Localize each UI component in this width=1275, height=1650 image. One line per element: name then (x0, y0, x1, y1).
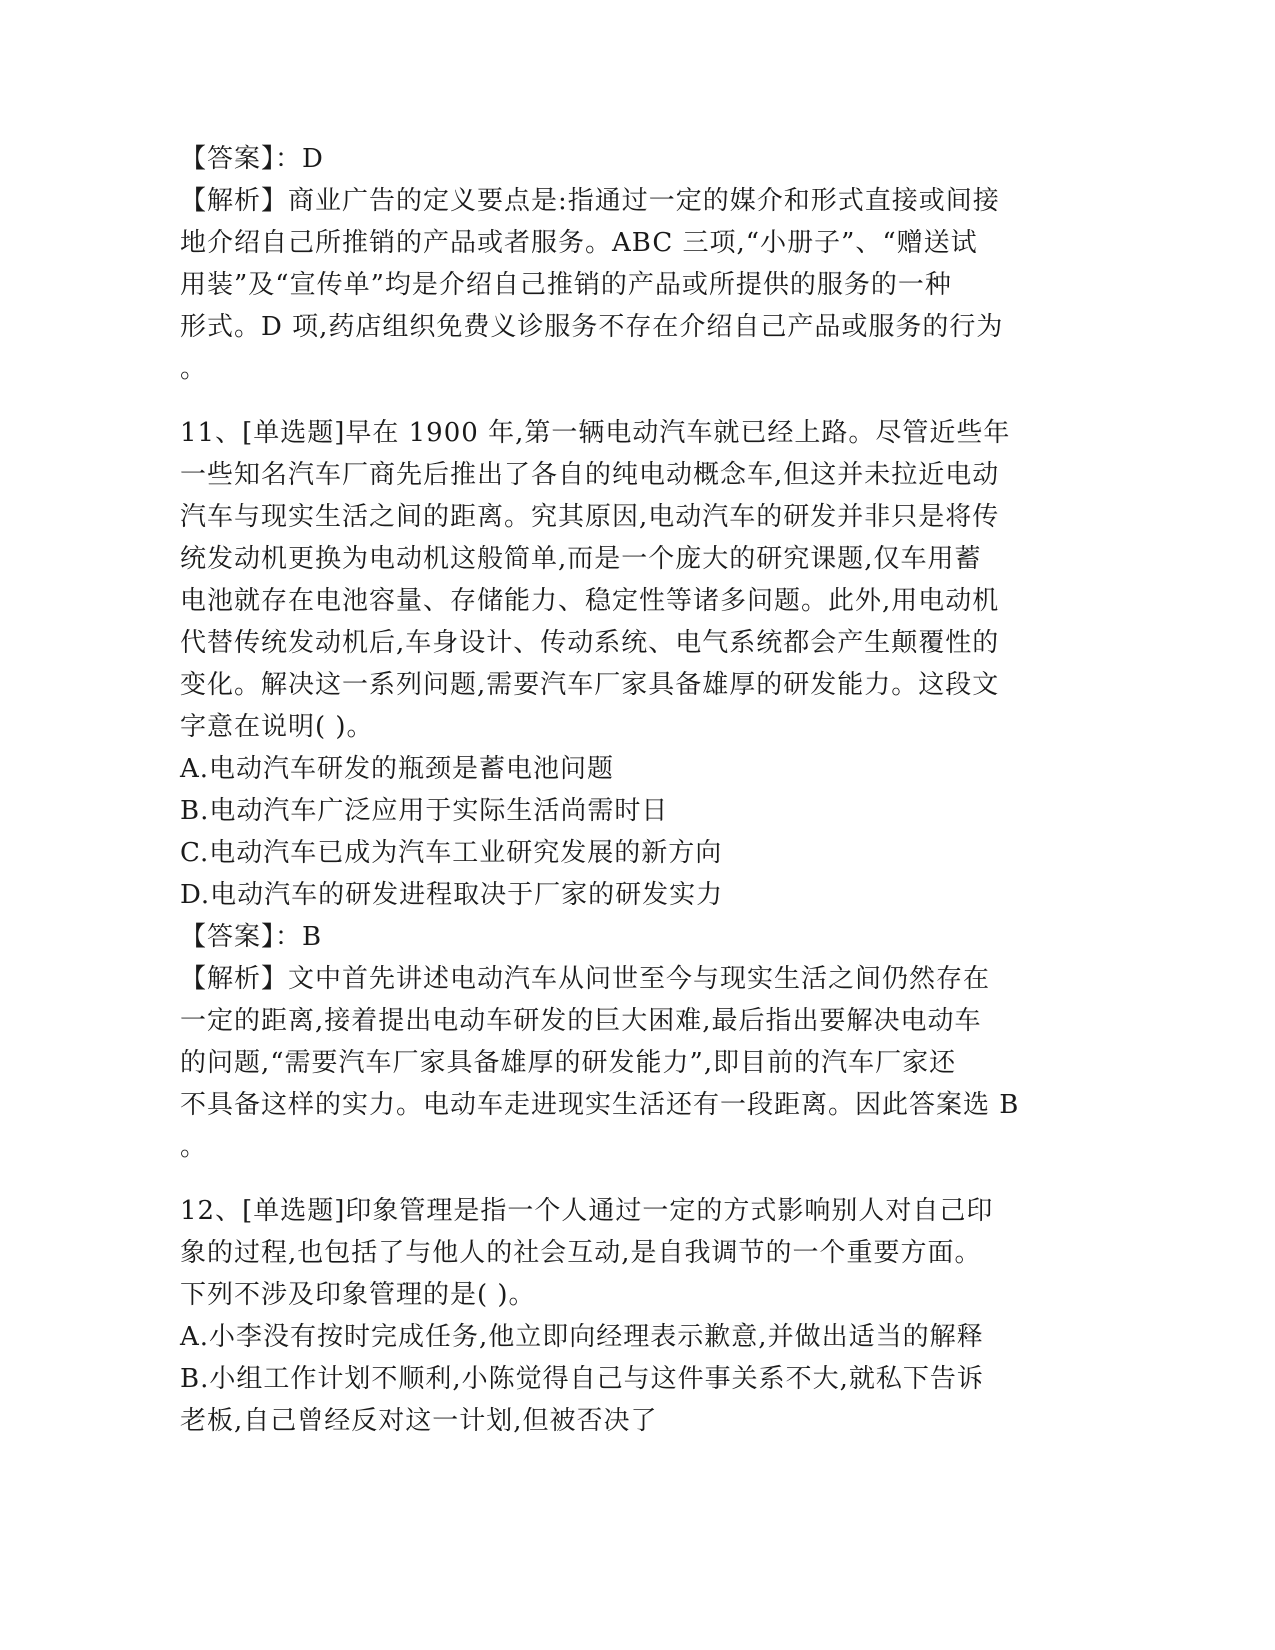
stem-line: 12、[单选题]印象管理是指一个人通过一定的方式影响别人对自己印 (180, 1196, 994, 1226)
analysis-line: 地介绍自己所推销的产品或者服务。ABC 三项,“小册子”、“赠送试 (180, 228, 978, 258)
answer-line: 【答案】：D (180, 144, 324, 174)
analysis-text (180, 180, 1060, 390)
analysis-line: 【解析】商业广告的定义要点是:指通过一定的媒介和形式直接或间接 (180, 186, 1000, 216)
document-page (180, 138, 1060, 1442)
stem-line: 统发动机更换为电动机这般简单,而是一个庞大的研究课题,仅车用蓄 (180, 544, 982, 574)
stem-line: 字意在说明( )。 (180, 712, 374, 742)
analysis-line: 【解析】文中首先讲述电动汽车从问世至今与现实生活之间仍然存在 (180, 964, 991, 994)
stem-line: 一些知名汽车厂商先后推出了各自的纯电动概念车,但这并未拉近电动 (180, 460, 1000, 490)
question-stem (180, 1190, 1060, 1316)
option-a: A.电动汽车研发的瓶颈是蓄电池问题 (180, 754, 615, 784)
analysis-line: 不具备这样的实力。电动车走进现实生活还有一段距离。因此答案选 B (180, 1090, 1020, 1120)
options-list (180, 1316, 1060, 1442)
stem-line: 汽车与现实生活之间的距离。究其原因,电动汽车的研发并非只是将传 (180, 502, 1000, 532)
stem-line: 电池就存在电池容量、存储能力、稳定性等诸多问题。此外,用电动机 (180, 586, 1000, 616)
stem-line: 下列不涉及印象管理的是( )。 (180, 1280, 536, 1310)
stem-line: 代替传统发动机后,车身设计、传动系统、电气系统都会产生颠覆性的 (180, 628, 1000, 658)
stem-line: 变化。解决这一系列问题,需要汽车厂家具备雄厚的研发能力。这段文 (180, 670, 1000, 700)
question-stem (180, 412, 1060, 748)
stem-line: 象的过程,也包括了与他人的社会互动,是自我调节的一个重要方面。 (180, 1238, 982, 1268)
analysis-text (180, 958, 1060, 1168)
question-11 (180, 412, 1060, 1168)
analysis-line: 的问题,“需要汽车厂家具备雄厚的研发能力”,即目前的汽车厂家还 (180, 1048, 957, 1078)
option-a: A.小李没有按时完成任务,他立即向经理表示歉意,并做出适当的解释 (180, 1322, 984, 1352)
option-d: D.电动汽车的研发进程取决于厂家的研发实力 (180, 880, 724, 910)
answer-line: 【答案】：B (180, 922, 323, 952)
question-12 (180, 1190, 1060, 1442)
analysis-line: 用装”及“宣传单”均是介绍自己推销的产品或所提供的服务的一种 (180, 270, 952, 300)
options-list (180, 748, 1060, 916)
stem-line: 11、[单选题]早在 1900 年,第一辆电动汽车就已经上路。尽管近些年 (180, 418, 1011, 448)
analysis-line: 形式。D 项,药店组织免费义诊服务不存在介绍自己产品或服务的行为 (180, 312, 1004, 342)
answer-block-q10 (180, 138, 1060, 390)
analysis-line: 。 (180, 354, 208, 384)
analysis-line: 。 (180, 1132, 208, 1162)
option-c: C.电动汽车已成为汽车工业研究发展的新方向 (180, 838, 723, 868)
option-b: B.小组工作计划不顺利,小陈觉得自己与这件事关系不大,就私下告诉 (180, 1364, 984, 1394)
option-b-continued: 老板,自己曾经反对这一计划,但被否决了 (180, 1406, 658, 1436)
option-b: B.电动汽车广泛应用于实际生活尚需时日 (180, 796, 669, 826)
analysis-line: 一定的距离,接着提出电动车研发的巨大困难,最后指出要解决电动车 (180, 1006, 982, 1036)
